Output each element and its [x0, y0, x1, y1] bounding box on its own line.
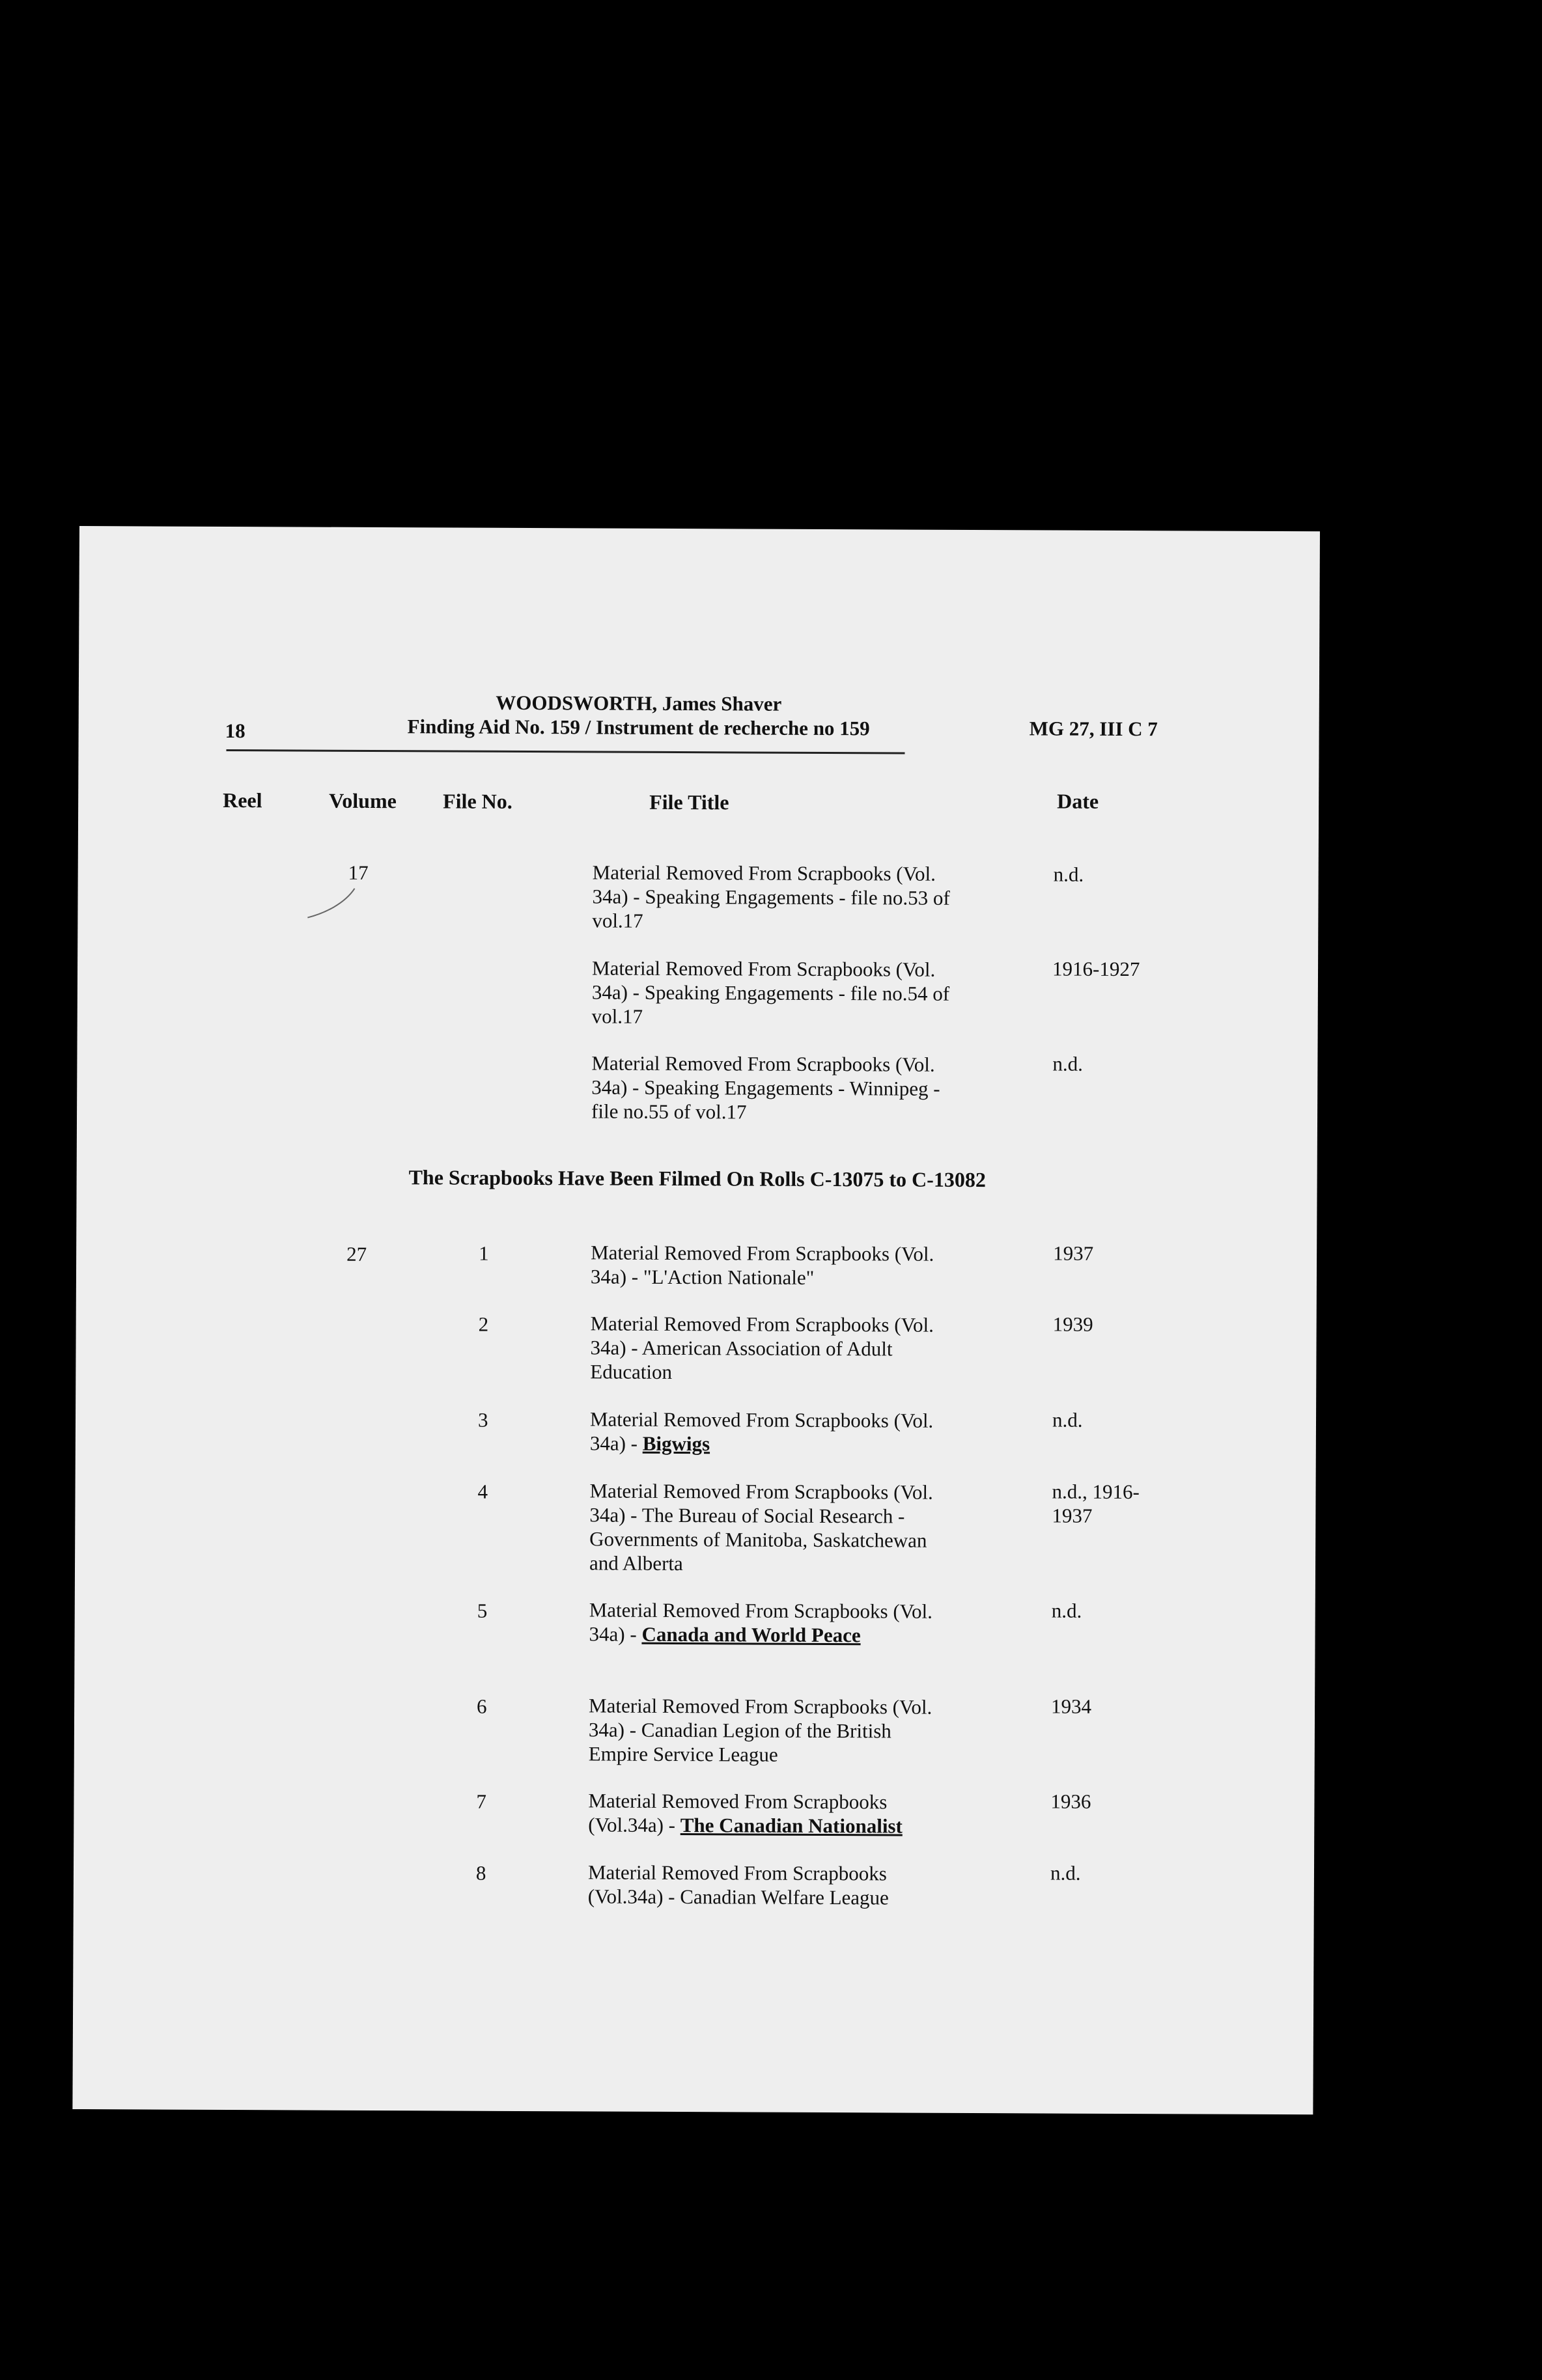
- date-value: 1937: [1053, 1241, 1094, 1265]
- date-value: n.d.: [1050, 1861, 1081, 1885]
- date-value: n.d.: [1052, 1408, 1083, 1432]
- list-item: Material Removed From Scrapbooks (Vol. 34a) - Canada and World Peace: [589, 1598, 933, 1647]
- list-item: Material Removed From Scrapbooks (Vol.34a) - Canadian Welfare League: [587, 1861, 889, 1909]
- list-item: Material Removed From Scrapbooks (Vol. 34a) - The Bureau of Social Research - Governments of Manitoba, Saskatchewan and Alberta: [589, 1479, 933, 1575]
- file-number: 4: [477, 1480, 488, 1503]
- list-item: Material Removed From Scrapbooks (Vol. 34a) - Speaking Engagements - file no.54 of vol.17: [591, 956, 950, 1028]
- column-reel: Reel: [223, 788, 262, 812]
- list-item: Material Removed From Scrapbooks (Vol. 34a) - Canadian Legion of the British Empire Service League: [588, 1694, 932, 1766]
- list-item: Material Removed From Scrapbooks (Vol. 34a) - "L'Action Nationale": [590, 1241, 934, 1289]
- list-item: Material Removed From Scrapbooks (Vol. 34a) - Bigwigs: [589, 1407, 934, 1456]
- column-volume: Volume: [329, 788, 397, 813]
- column-file-title: File Title: [649, 790, 729, 814]
- document-header: [398, 690, 880, 740]
- fonds-name: WOODSWORTH, James Shaver: [496, 691, 782, 715]
- date-value: 1939: [1052, 1312, 1093, 1336]
- file-number: 1: [479, 1241, 489, 1265]
- filming-note: The Scrapbooks Have Been Filmed On Rolls C-13075 to C-13082: [408, 1165, 986, 1192]
- date-value: n.d.: [1052, 1052, 1083, 1075]
- list-item: Material Removed From Scrapbooks (Vol. 34a) - American Association of Adult Education: [590, 1312, 934, 1383]
- list-item: Material Removed From Scrapbooks (Vol. 34a) - Speaking Engagements - Winnipeg - file no.55 of vol.17: [591, 1051, 940, 1124]
- date-value: 1934: [1051, 1695, 1092, 1718]
- file-number: 6: [477, 1695, 487, 1718]
- file-subject: Canada and World Peace: [641, 1622, 861, 1647]
- column-date: Date: [1057, 789, 1099, 813]
- finding-aid-title: Finding Aid No. 159 / Instrument de recherche no 159: [407, 715, 870, 740]
- file-subject: Canadian Legion of the British Empire Service League: [588, 1718, 891, 1766]
- file-subject: The Bureau of Social Research - Governments of Manitoba, Saskatchewan and Alberta: [589, 1503, 927, 1575]
- file-number: 3: [477, 1408, 488, 1432]
- list-item: Material Removed From Scrapbooks (Vol. 34a) - Speaking Engagements - file no.53 of vol.17: [592, 861, 950, 932]
- file-number: 2: [478, 1312, 489, 1336]
- pencil-mark: [305, 887, 357, 920]
- list-item: Material Removed From Scrapbooks (Vol.34a) - The Canadian Nationalist: [588, 1789, 903, 1838]
- file-number: 5: [477, 1599, 488, 1622]
- date-value: 1936: [1050, 1790, 1091, 1813]
- reference-code: MG 27, III C 7: [1029, 717, 1158, 741]
- document-page: [72, 526, 1320, 2114]
- file-subject: Bigwigs: [642, 1432, 710, 1456]
- file-subject: American Association of Adult Education: [590, 1336, 893, 1383]
- date-value: n.d., 1916-1937: [1052, 1480, 1140, 1527]
- file-subject: Canadian Welfare League: [680, 1885, 889, 1909]
- page-number: 18: [225, 719, 245, 743]
- file-subject: "L'Action Nationale": [643, 1265, 815, 1289]
- file-number: 8: [475, 1861, 486, 1885]
- date-value: 1916-1927: [1052, 957, 1140, 981]
- column-file-no: File No.: [443, 789, 512, 813]
- file-subject: The Canadian Nationalist: [680, 1814, 903, 1838]
- volume-27: 27: [346, 1242, 367, 1266]
- date-value: n.d.: [1051, 1599, 1082, 1622]
- file-number: 7: [476, 1790, 487, 1813]
- header-rule: [226, 749, 904, 754]
- date-value: n.d.: [1053, 863, 1084, 886]
- volume-17: 17: [348, 861, 369, 884]
